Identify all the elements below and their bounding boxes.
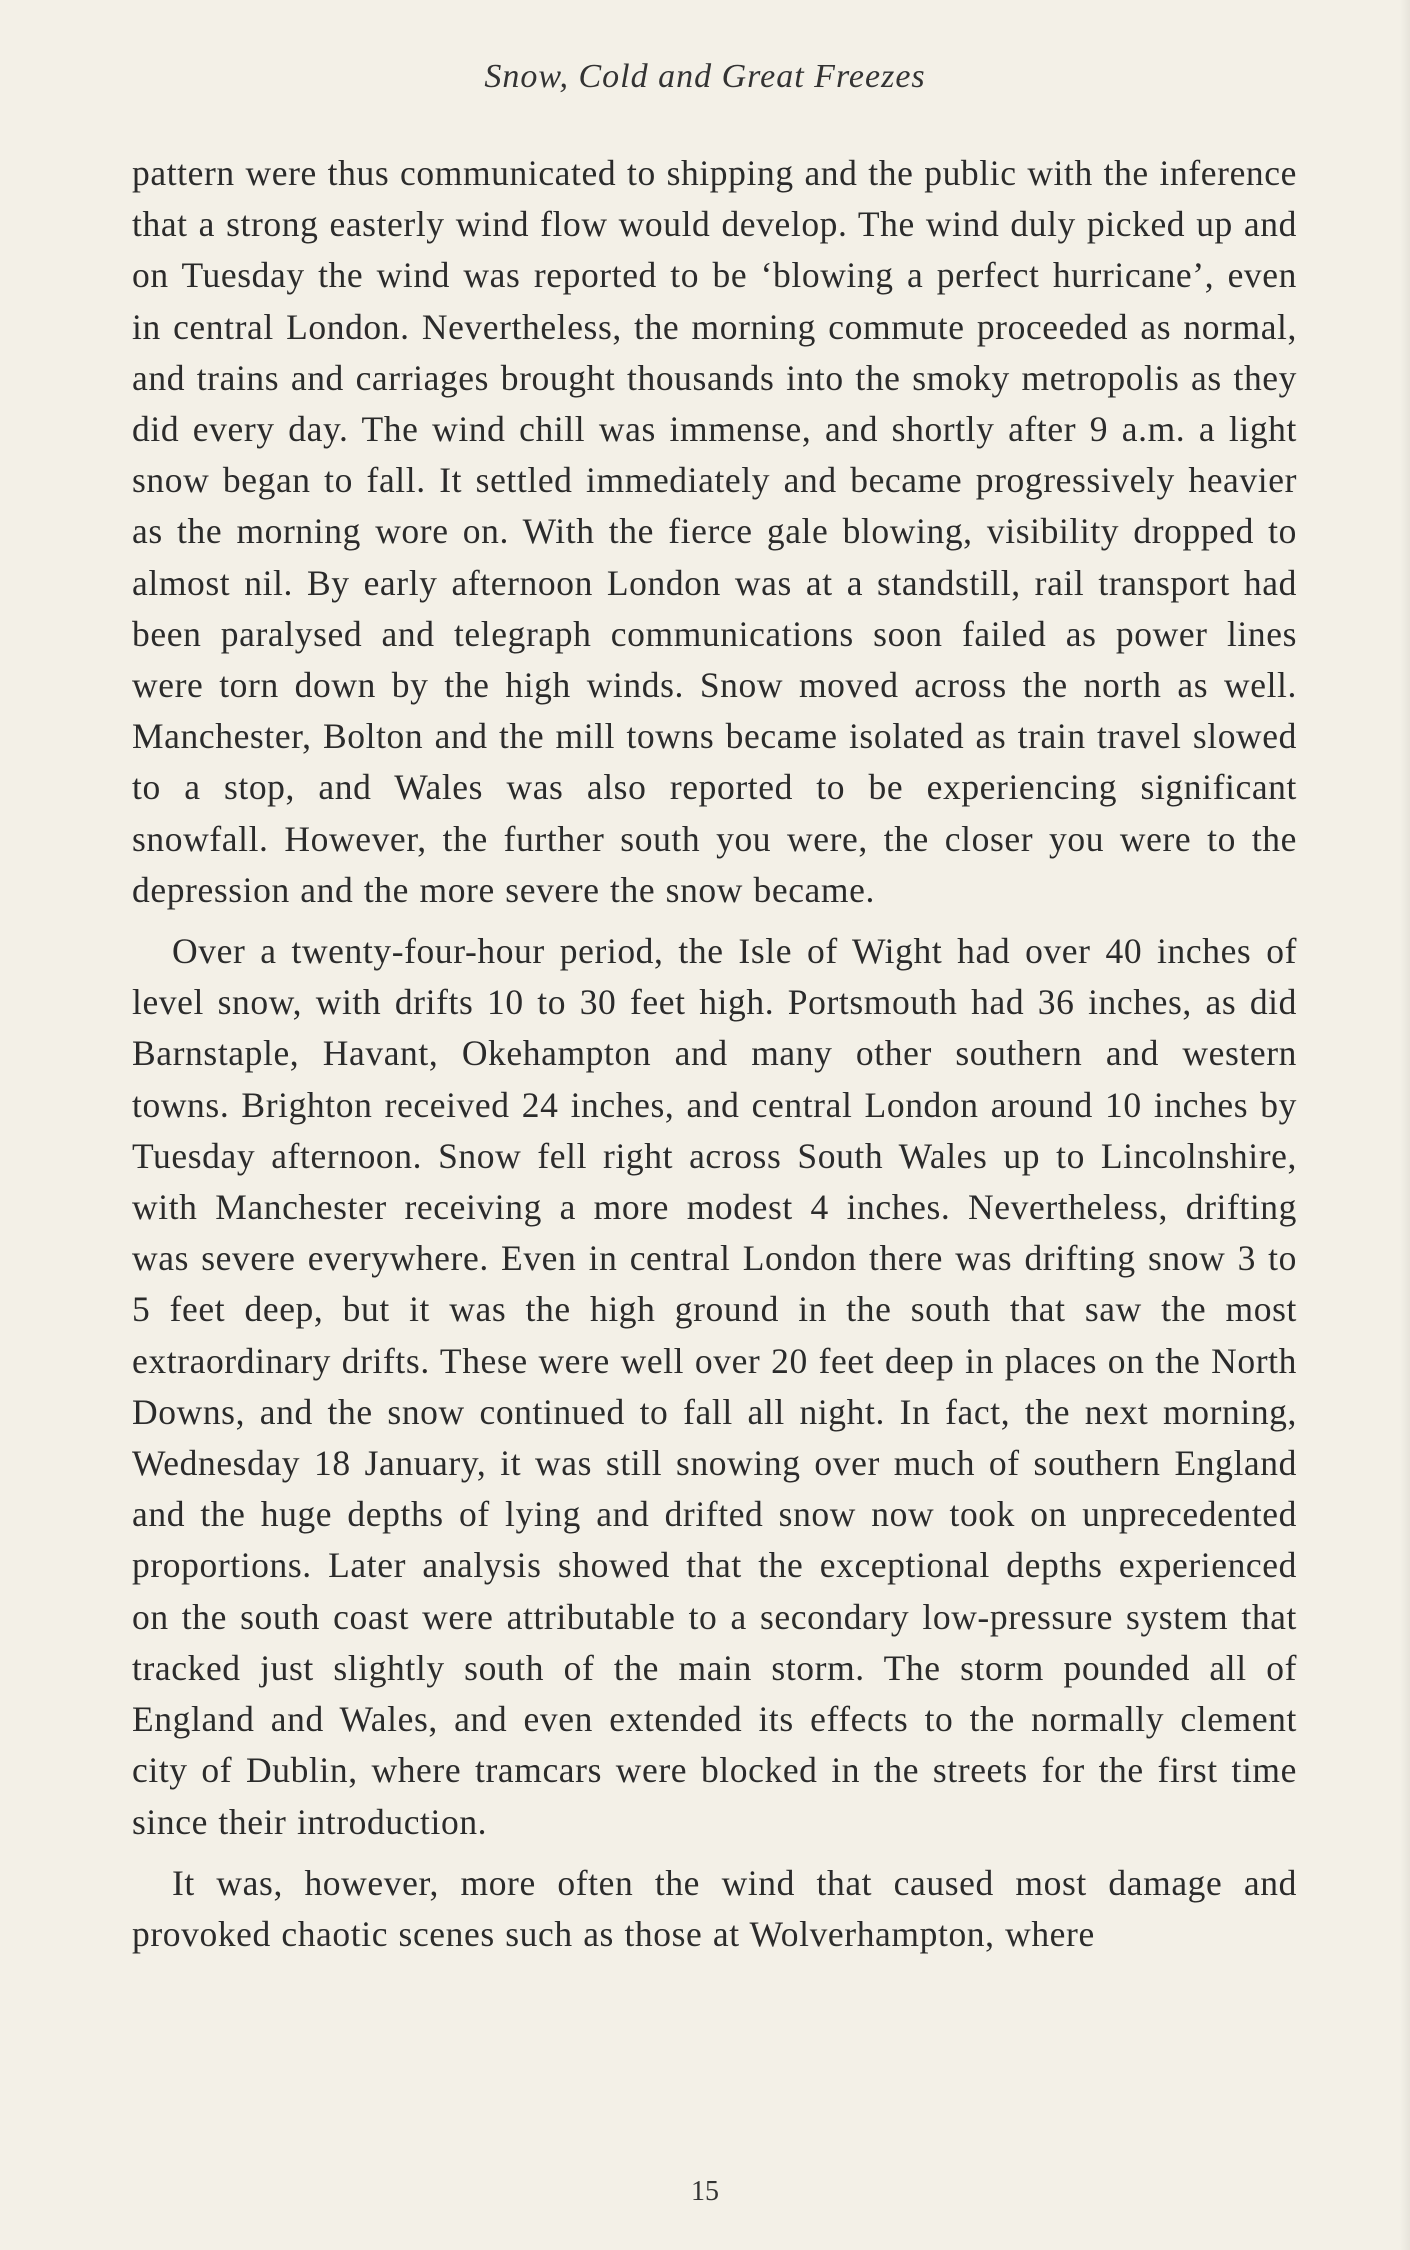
body-text [132,148,1297,1960]
page-edge-shadow [1400,0,1410,2250]
paragraph-continued: pattern were thus communicated to shipping and the public with the inference that a strong easterly wind flow would develop. The wind duly picked up and on Tuesday the wind was reported to be ‘blowing a perfect hurricane’, even in central London. Nevertheless, the morning commute proceeded as normal, and trains and carriages brought thousands into the smoky metropolis as they did every day. The wind chill was immense, and shortly after 9 a.m. a light snow began to fall. It settled immediately and became progressively heavier as the morning wore on. With the fierce gale blowing, visibility dropped to almost nil. By early afternoon London was at a standstill, rail transport had been paralysed and telegraph communications soon failed as power lines were torn down by the high winds. Snow moved across the north as well. Manchester, Bolton and the mill towns became isolated as train travel slowed to a stop, and Wales was also reported to be experiencing significant snowfall. However, the further south you were, the closer you were to the depression and the more severe the snow became. [132,153,1297,910]
running-head: Snow, Cold and Great Freezes [484,58,926,95]
page-number: 15 [691,2176,719,2207]
paragraph-isle-of-wight: Over a twenty-four-hour period, the Isle of Wight had over 40 inches of level snow, with drifts 10 to 30 feet high. Portsmouth had 36 inches, as did Barnstaple, Havant, Okehampton and many other southern and western towns. Brighton received 24 inches, and central London around 10 inches by Tuesday afternoon. Snow fell right across South Wales up to Lincolnshire, with Manchester receiving a more modest 4 inches. Nevertheless, drifting was severe everywhere. Even in central London there was drifting snow 3 to 5 feet deep, but it was the high ground in the south that saw the most extraordinary drifts. These were well over 20 feet deep in places on the North Downs, and the snow continued to fall all night. In fact, the next morning, Wednesday 18 January, it was still snowing over much of southern England and the huge depths of lying and drifted snow now took on unprecedented proportions. Later analysis showed that the exceptional depths experienced on the south coast were attributable to a secondary low-pressure system that tracked just slightly south of the main storm. The storm pounded all of England and Wales, and even extended its effects to the normally clement city of Dublin, where tramcars were blocked in the streets for the first time since their introduction. [132,931,1297,1842]
paragraph-wind-damage: It was, however, more often the wind that caused most damage and provoked chaotic scenes such as those at Wolverhampton, where [132,1862,1297,1954]
